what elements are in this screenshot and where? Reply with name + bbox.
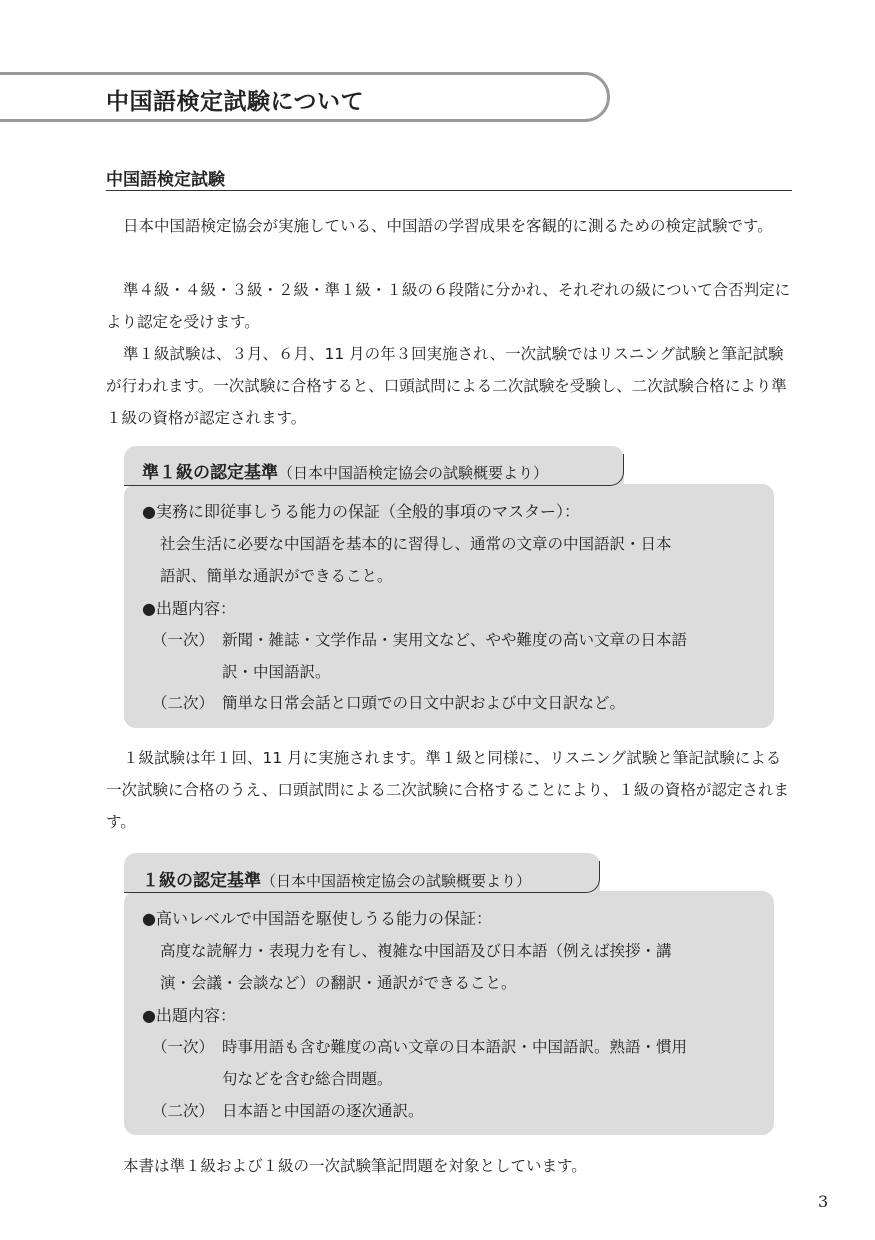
criteria-box-1-title-note: （日本中国語検定協会の試験概要より）: [278, 464, 549, 482]
criteria-box-2-title-note: （日本中国語検定協会の試験概要より）: [261, 872, 532, 890]
section-heading: 中国語検定試験: [106, 170, 225, 190]
criteria-box-2-second-label: （二次）: [152, 1102, 215, 1120]
section-divider: [106, 190, 792, 191]
intro-paragraph-1: 日本中国語検定協会が実施している、中国語の学習成果を客観的に測るための検定試験です。: [123, 217, 773, 235]
criteria-box-2-bullet-1-line-2: 演・会議・会談など）の翻訳・通訳ができること。: [160, 974, 517, 992]
criteria-box-1-first-line-1: 新聞・雑誌・文学作品・実用文など、やや難度の高い文章の日本語: [222, 631, 688, 649]
criteria-box-2-first-label: （一次）: [152, 1038, 215, 1056]
criteria-box-1-bullet-1-line-2: 語訳、簡単な通訳ができること。: [160, 567, 393, 585]
criteria-box-1-title: 準１級の認定基準: [142, 463, 278, 483]
criteria-box-1-bullet-1-line-1: 社会生活に必要な中国語を基本的に習得し、通常の文章の中国語訳・日本: [160, 535, 672, 553]
criteria-box-2-bullet-2: ●出題内容：: [142, 1006, 236, 1025]
criteria-box-1-first-line-2: 訳・中国語訳。: [222, 663, 331, 681]
closing-paragraph: 本書は準１級および１級の一次試験筆記問題を対象としています。: [123, 1157, 587, 1175]
criteria-box-1-bullet-2: ●出題内容：: [142, 599, 236, 618]
page-title: 中国語検定試験について: [106, 89, 365, 115]
criteria-box-2-first-line-2: 句などを含む総合問題。: [222, 1070, 393, 1088]
criteria-box-1-second-label: （二次）: [152, 694, 215, 712]
criteria-box-1-second-line-1: 簡単な日常会話と口頭での日文中訳および中文日訳など。: [222, 694, 626, 712]
criteria-box-2-heading: [142, 866, 531, 891]
intro-paragraph-3: 準１級試験は、３月、６月、11 月の年３回実施され、一次試験ではリスニング試験と筆記試験が行われます。一次試験に合格すると、口頭試問による二次試験を受験し、二次試験合格により準１級の資格が認定されます。: [106, 345, 787, 427]
page-number: 3: [818, 1192, 829, 1211]
intro-paragraph-2: 準４級・４級・３級・２級・準１級・１級の６段階に分かれ、それぞれの級について合否判定により認定を受けます。: [106, 281, 791, 331]
criteria-box-2-title: １級の認定基準: [142, 871, 261, 891]
criteria-box-2-bullet-1: ●高いレベルで中国語を駆使しうる能力の保証：: [142, 909, 492, 928]
criteria-box-1-bullet-1: ●実務に即従事しうる能力の保証（全般的事項のマスター）：: [142, 502, 580, 521]
criteria-box-2-first-line-1: 時事用語も含む難度の高い文章の日本語訳・中国語訳。熟語・慣用: [222, 1038, 688, 1056]
middle-paragraph: １級試験は年１回、11 月に実施されます。準１級と同様に、リスニング試験と筆記試験による一次試験に合格のうえ、口頭試問による二次試験に合格することにより、１級の資格が認定されます。: [106, 749, 789, 831]
criteria-box-1-first-label: （一次）: [152, 631, 215, 649]
criteria-box-2-bullet-1-line-1: 高度な読解力・表現力を有し、複雑な中国語及び日本語（例えば挨拶・講: [160, 942, 672, 960]
criteria-box-2-second-line-1: 日本語と中国語の逐次通訳。: [222, 1102, 424, 1120]
criteria-box-1-heading: [142, 458, 548, 483]
